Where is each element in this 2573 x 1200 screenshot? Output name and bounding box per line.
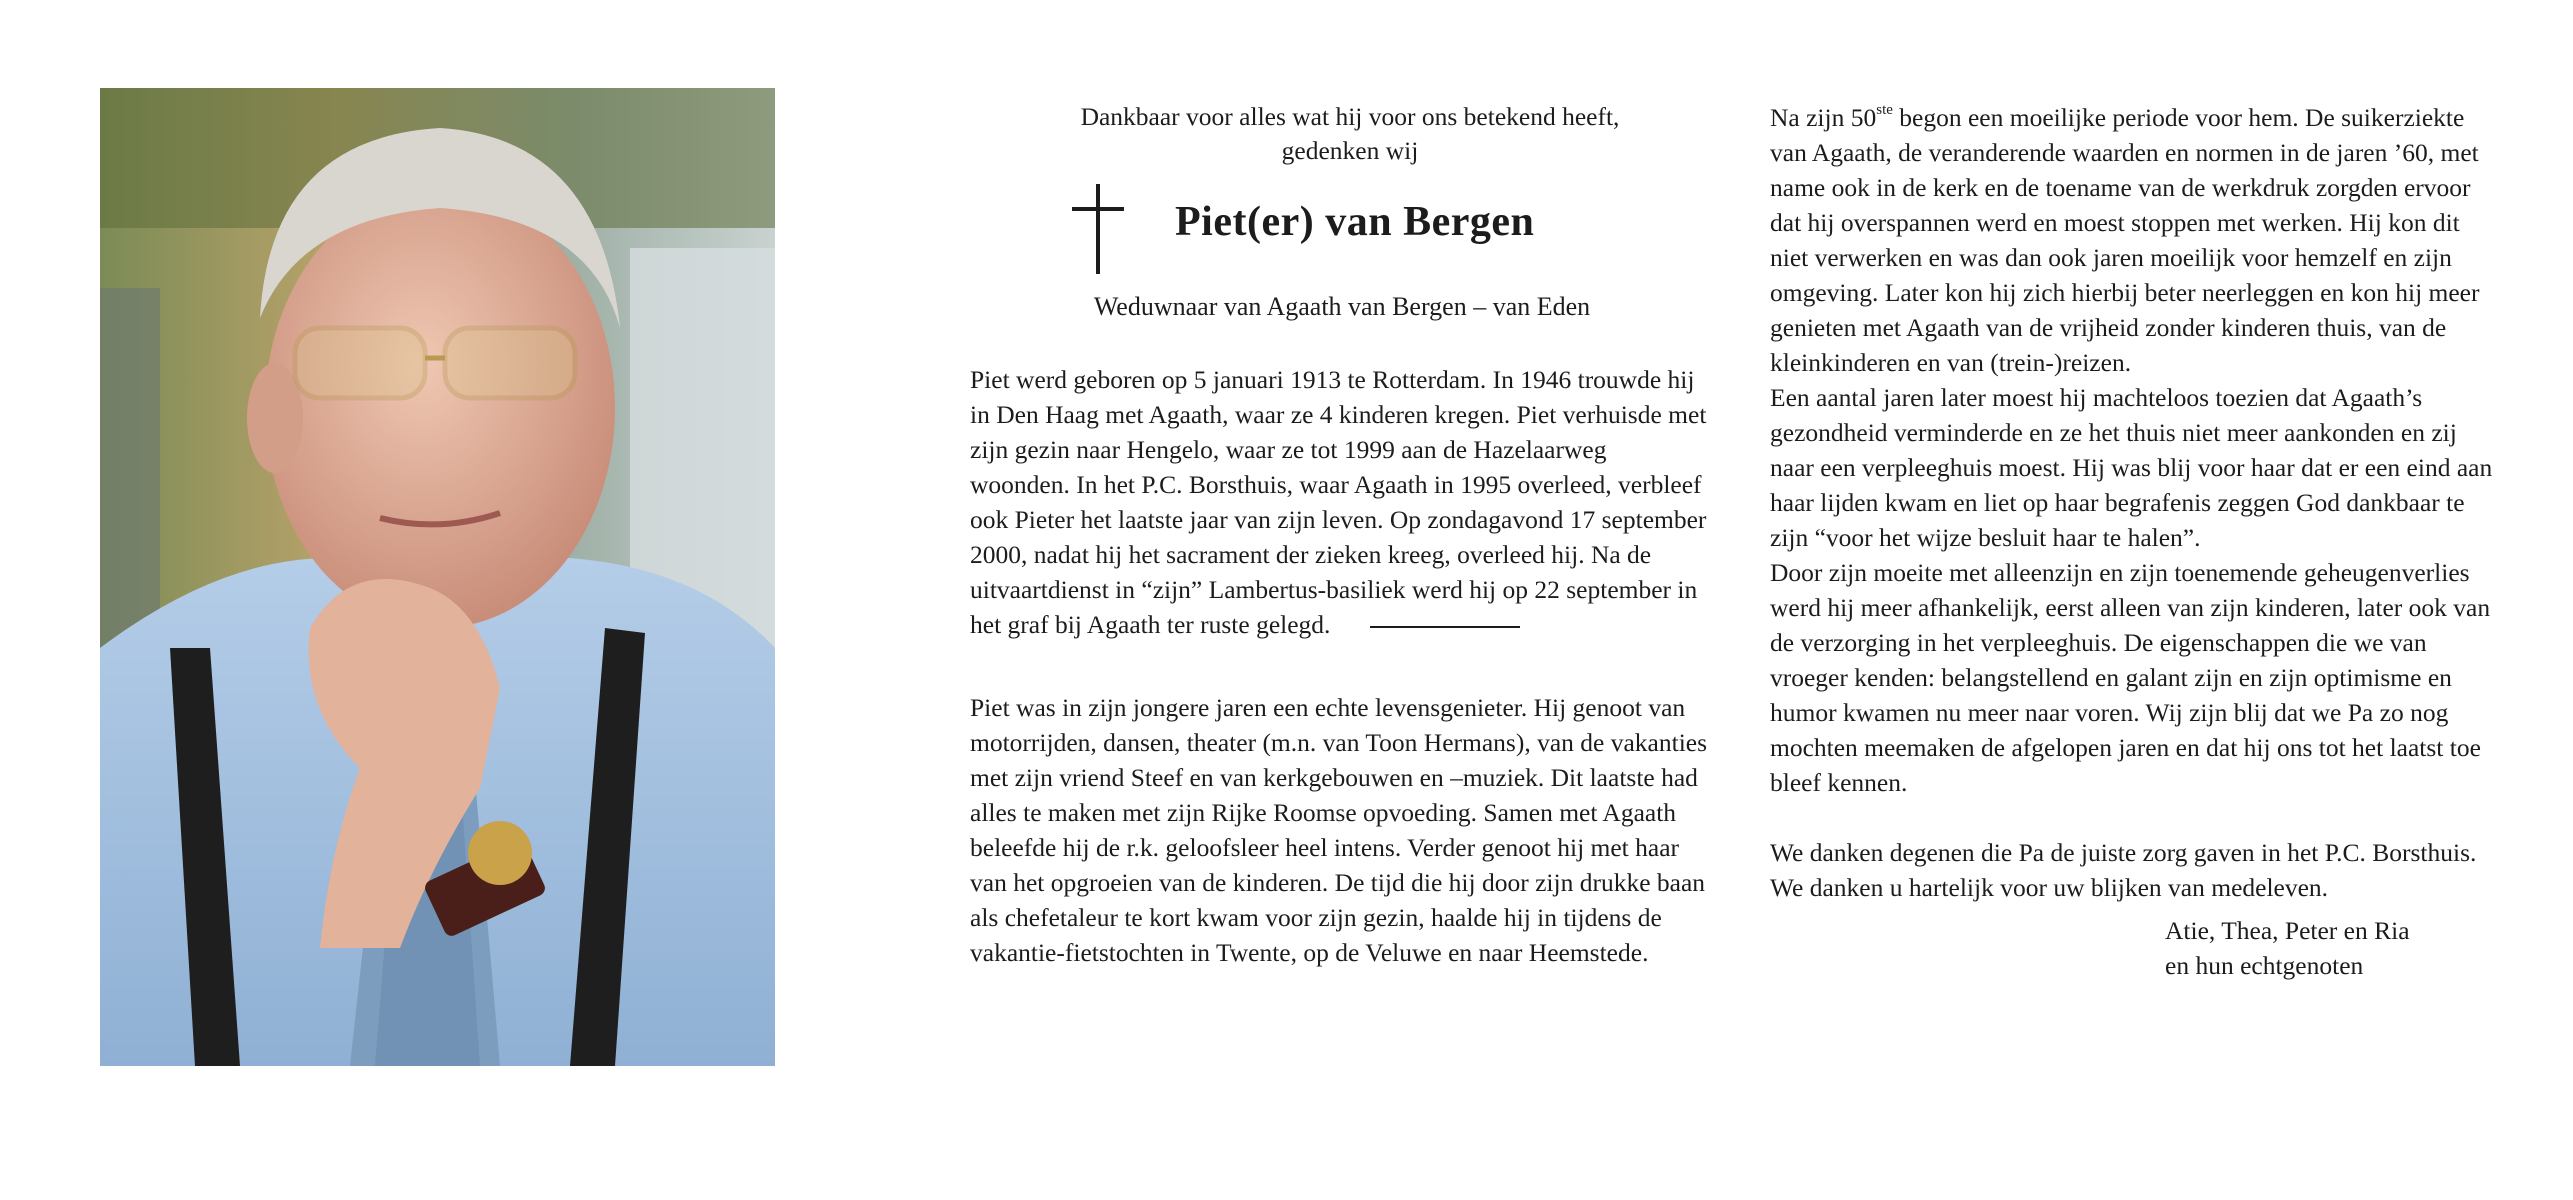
biography-paragraph-4: Een aantal jaren later moest hij machteloos toezien dat Agaath’s gezondheid verminderde en ze het thuis niet meer aankonden en zij naar een verpleeghuis moest. Hij was blij voor haar dat er een eind aan haar lijden kwam en liet op haar begrafenis zeggen God dankbaar te zijn “voor het wijze besluit haar te halen”.	[1770, 383, 2493, 552]
latin-cross-icon	[1068, 184, 1128, 274]
biography-paragraph-5: Door zijn moeite met alleenzijn en zijn toenemende geheugenverlies werd hij meer afhankelijk, eerst alleen van zijn kinderen, later ook van de verzorging in het verpleeghuis. De eigenschappen die we van vroeger kenden: belangstellend en galant zijn en zijn optimisme en humor kwamen nu meer naar voren. Wij zijn blij dat we Pa zo nog mochten meemaken de afgelopen jaren en dat hij ons tot het laatst toe bleef kennen.	[1770, 558, 2491, 797]
intro-text: Dankbaar voor alles wat hij voor ons betekend heeft, gedenken wij	[1080, 102, 1620, 165]
biography-paragraph-1: Piet werd geboren op 5 januari 1913 te Rotterdam. In 1946 trouwde hij in Den Haag met Agaath, waar ze 4 kinderen kregen. Piet verhuisde met zijn gezin naar Hengelo, waar ze tot 1999 aan de Hazelaarweg woonden. In het P.C. Borsthuis, waar Agaath in 1995 overleed, verbleef ook Pieter het laatste jaar van zijn leven. Op zondagavond 17 september 2000, nadat hij het sacrament der zieken kreeg, overleed hij. Na de uitvaartdienst in “zijn” Lambertus-basiliek werd hij op 22 september in het graf bij Agaath ter ruste gelegd.	[970, 365, 1707, 639]
portrait-photo	[100, 88, 775, 1066]
signature-spouses: en hun echtgenoten	[2165, 951, 2364, 980]
widow-line: Weduwnaar van Agaath van Bergen – van Eden	[1093, 292, 1591, 321]
obituary-right-column	[1770, 100, 2500, 983]
deceased-name: Piet(er) van Bergen	[1175, 199, 1535, 245]
divider-line	[1370, 626, 1520, 628]
biography-paragraph-2: Piet was in zijn jongere jaren een echte levensgenieter. Hij genoot van motorrijden, dansen, theater (m.n. van Toon Hermans), van de vakanties met zijn vriend Steef en van kerkgebouwen en –muziek. Dit laatste had alles te maken met zijn Rijke Roomse opvoeding. Samen met Agaath beleefde hij de r.k. geloofsleer heel intens. Verder genoot hij met haar van het opgroeien van de kinderen. De tijd die hij door zijn drukke baan als chefetaleur te kort kwam voor zijn gezin, haalde hij in tijdens de vakantie-fietstochten in Twente, op de Veluwe en naar Heemstede.	[970, 693, 1708, 967]
title-row	[970, 184, 1710, 284]
obituary-center-column	[970, 100, 1710, 970]
signature-names: Atie, Thea, Peter en Ria	[2165, 916, 2410, 945]
signature	[2165, 913, 2500, 983]
thanks-paragraph: We danken degenen die Pa de juiste zorg gaven in het P.C. Borsthuis. We danken u hartelijk voor uw blijken van medeleven.	[1770, 838, 2477, 902]
biography-paragraph-3: Na zijn 50ste begon een moeilijke periode voor hem. De suikerziekte van Agaath, de veranderende waarden en normen in de jaren ’60, met name ook in de kerk en de toename van de werkdruk zorgden ervoor dat hij overspannen werd en moest stoppen met werken. Hij kon dit niet verwerken en was dan ook jaren moeilijk voor hemzelf en zijn omgeving. Later kon hij zich hierbij beter neerleggen en kon hij meer genieten met Agaath van de vrijheid zonder kinderen thuis, van de kleinkinderen en van (trein-)reizen.	[1770, 102, 2480, 377]
